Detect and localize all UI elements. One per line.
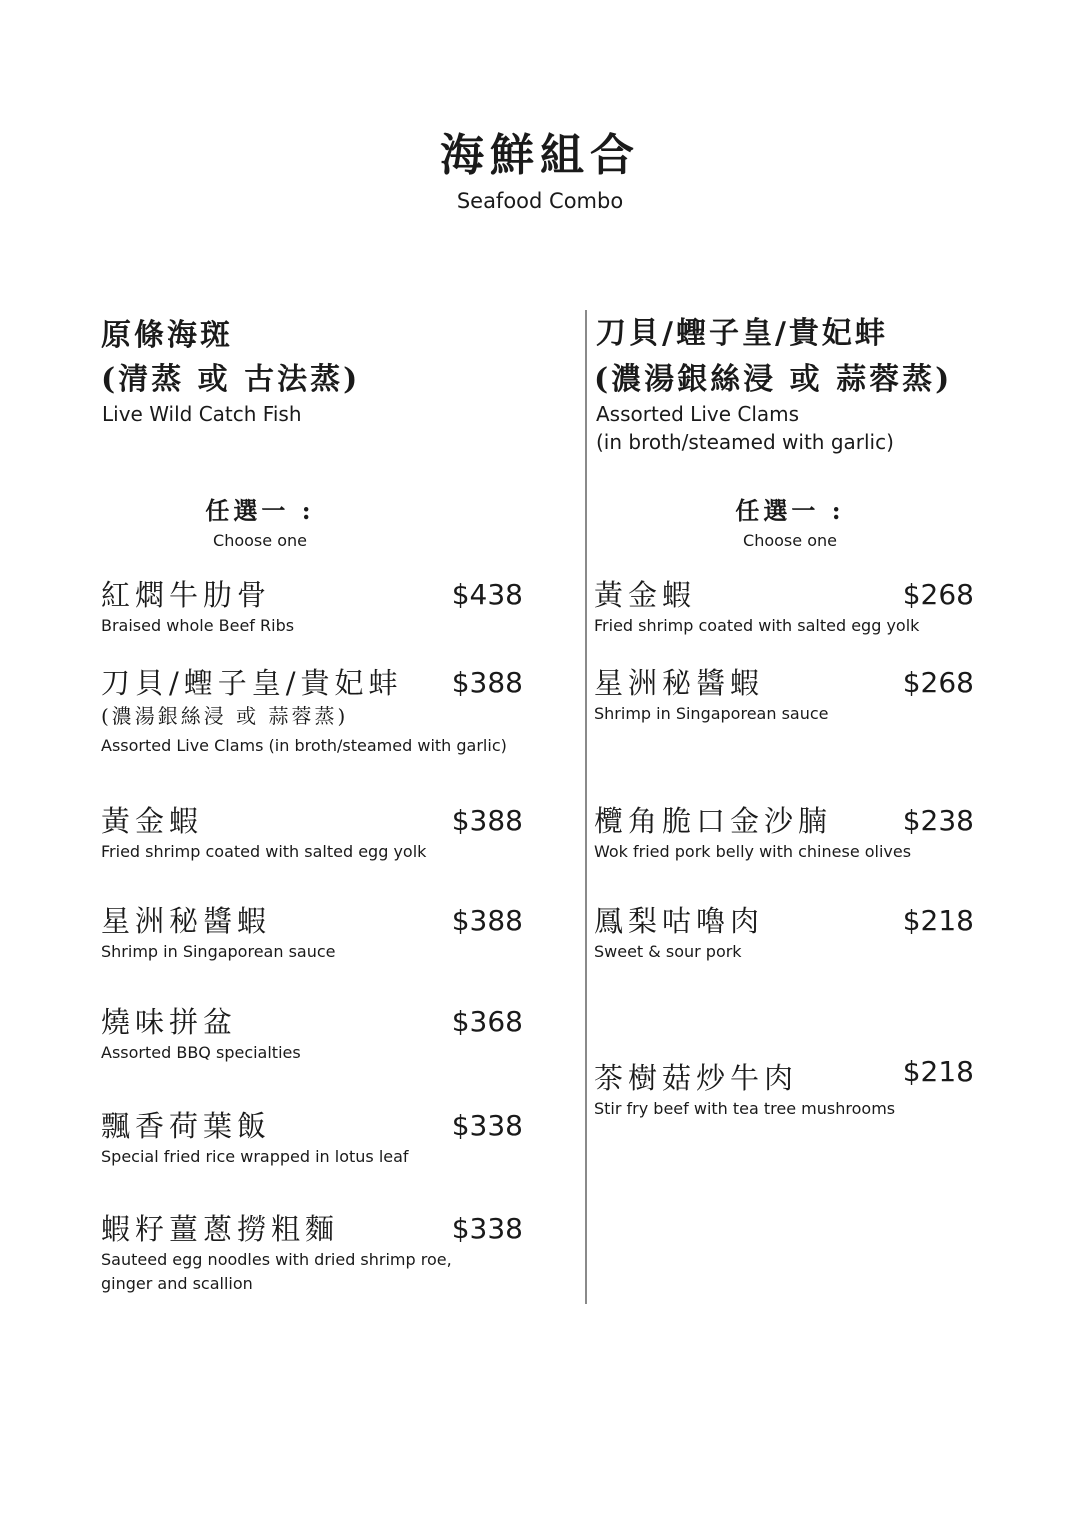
menu-item: [101, 1003, 531, 1065]
item-price: $218: [902, 1055, 974, 1088]
right-heading-zh: 刀貝/蟶子皇/貴妃蚌: [596, 316, 888, 351]
left-choose-en: Choose one: [213, 531, 307, 550]
menu-item: [594, 802, 982, 864]
right-choose-zh: 任選一 :: [735, 496, 845, 525]
menu-item: [594, 664, 982, 726]
right-heading-method: (濃湯銀絲浸 或 蒜蓉蒸): [594, 362, 953, 397]
menu-item: [101, 1210, 531, 1296]
item-name-zh: 蝦籽薑蔥撈粗麵: [101, 1212, 340, 1246]
left-choose-zh: 任選一 :: [205, 496, 315, 525]
menu-item: [101, 902, 531, 964]
page-subtitle: Seafood Combo: [456, 189, 624, 213]
item-name-en: Sweet & sour pork: [594, 942, 742, 961]
left-heading-en: Live Wild Catch Fish: [102, 402, 302, 426]
item-price: $268: [902, 578, 974, 611]
menu-item: [594, 902, 982, 964]
right-heading-en: Assorted Live Clams: [596, 402, 800, 426]
menu-item: [594, 576, 982, 638]
left-heading-zh: 原條海斑: [101, 318, 233, 353]
item-name-zh: 星洲秘醬蝦: [101, 904, 272, 938]
left-heading-method: (清蒸 或 古法蒸): [101, 362, 361, 397]
item-name-en: Assorted Live Clams (in broth/steamed with garlic): [101, 736, 507, 755]
item-name-zh: 茶樹菇炒牛肉: [594, 1061, 799, 1095]
menu-item: [101, 664, 531, 758]
item-name-en: Sauteed egg noodles with dried shrimp roe, ginger and scallion: [101, 1250, 452, 1293]
item-name-zh: 紅燜牛肋骨: [101, 578, 272, 612]
menu-item: [101, 576, 531, 638]
item-name-en: Fried shrimp coated with salted egg yolk: [101, 842, 427, 861]
item-name-en: Assorted BBQ specialties: [101, 1043, 301, 1062]
item-name-zh: 星洲秘醬蝦: [594, 666, 765, 700]
item-name-en: Wok fried pork belly with chinese olives: [594, 842, 912, 861]
item-name-en: Fried shrimp coated with salted egg yolk: [594, 616, 920, 635]
item-name-zh: 欖角脆口金沙腩: [594, 804, 833, 838]
item-name-en: Braised whole Beef Ribs: [101, 616, 295, 635]
item-name-zh: 燒味拼盆: [101, 1005, 238, 1039]
item-name-en: Stir fry beef with tea tree mushrooms: [594, 1099, 896, 1118]
item-name-en: Shrimp in Singaporean sauce: [594, 704, 829, 723]
item-name-zh: 刀貝/蟶子皇/貴妃蚌: [101, 666, 403, 700]
menu-item: [594, 1053, 982, 1121]
column-divider: [585, 310, 587, 1304]
item-name-zh: 飄香荷葉飯: [101, 1109, 272, 1143]
item-name-zh: 鳳梨咕嚕肉: [594, 904, 765, 938]
item-name-en: Shrimp in Singaporean sauce: [101, 942, 336, 961]
item-price: $218: [902, 904, 974, 937]
right-choose-en: Choose one: [743, 531, 837, 550]
item-name-en: Special fried rice wrapped in lotus leaf: [101, 1147, 409, 1166]
item-price: $388: [451, 904, 523, 937]
item-price: $268: [902, 666, 974, 699]
item-price: $368: [451, 1005, 523, 1038]
item-price: $438: [451, 578, 523, 611]
item-price: $338: [451, 1212, 523, 1245]
item-price: $388: [451, 666, 523, 699]
item-price: $238: [902, 804, 974, 837]
item-name-zh: 黃金蝦: [594, 578, 697, 612]
right-heading-en-note: (in broth/steamed with garlic): [596, 430, 894, 454]
menu-item: [101, 802, 531, 864]
item-price: $388: [451, 804, 523, 837]
item-name-zh: 黃金蝦: [101, 804, 204, 838]
menu-item: [101, 1107, 531, 1169]
item-price: $338: [451, 1109, 523, 1142]
page-title: 海鮮組合: [440, 130, 640, 181]
item-method-zh: (濃湯銀絲浸 或 蒜蓉蒸): [101, 704, 349, 728]
